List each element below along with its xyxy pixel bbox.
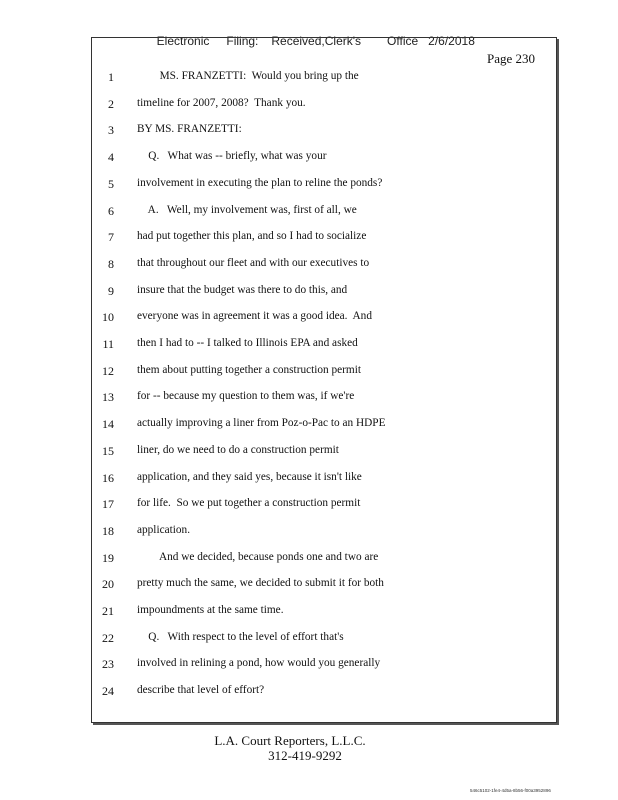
- transcript-line: [0, 684, 618, 711]
- court-reporter-footer: [0, 733, 618, 763]
- document-id: 546c5102-1fe4-4d5a-8b56-f00a3952896: [470, 788, 551, 793]
- transcript-line: [0, 230, 618, 257]
- transcript-line: [0, 551, 618, 578]
- line-text: actually improving a liner from Poz-o-Pac to an HDPE: [137, 417, 386, 430]
- transcript-line: [0, 204, 618, 231]
- page-number: Page 230: [487, 51, 536, 66]
- line-number: 17: [102, 497, 114, 512]
- transcript-line: [0, 524, 618, 551]
- transcript-line: [0, 177, 618, 204]
- line-text: timeline for 2007, 2008? Thank you.: [137, 96, 306, 109]
- transcript-line: [0, 497, 618, 524]
- filing-label-filing: Filing:: [226, 34, 259, 48]
- line-text: insure that the budget was there to do this, and: [137, 283, 348, 296]
- line-text: pretty much the same, we decided to submit it for both: [137, 577, 384, 590]
- line-number: 8: [108, 256, 114, 271]
- transcript-line: [0, 364, 618, 391]
- line-text: A. Well, my involvement was, first of all, we: [137, 203, 357, 216]
- line-number: 12: [102, 363, 114, 378]
- line-text: for life. So we put together a construction permit: [137, 497, 361, 510]
- line-number: 16: [102, 470, 114, 485]
- line-text: everyone was in agreement it was a good idea. And: [137, 310, 372, 323]
- line-text: MS. FRANZETTI: Would you bring up the: [137, 70, 359, 82]
- line-number: 11: [102, 337, 114, 351]
- filing-label-electronic: Electronic: [156, 34, 210, 48]
- transcript-line: [0, 471, 618, 498]
- line-number: 9: [108, 283, 114, 298]
- line-number: 20: [102, 577, 114, 592]
- line-text: And we decided, because ponds one and two are: [137, 550, 379, 563]
- transcript-line: [0, 577, 618, 604]
- line-number: 23: [102, 657, 114, 672]
- line-text: liner, do we need to do a construction permit: [137, 443, 339, 456]
- transcript-line: [0, 284, 618, 311]
- line-text: involved in relining a pond, how would you generally: [137, 657, 381, 670]
- line-text: Q. What was -- briefly, what was your: [137, 150, 327, 163]
- line-number: 3: [108, 123, 114, 138]
- line-number: 24: [102, 684, 114, 699]
- line-text: that throughout our fleet and with our executives to: [137, 256, 370, 269]
- filing-label-office: Office: [387, 34, 419, 48]
- transcript-line: [0, 390, 618, 417]
- line-number: 4: [108, 150, 114, 165]
- line-number: 22: [102, 630, 114, 645]
- transcript-line: [0, 337, 618, 364]
- line-text: involvement in executing the plan to reline the ponds?: [137, 176, 383, 189]
- transcript-line: [0, 310, 618, 337]
- line-number: 5: [108, 176, 114, 191]
- court-reporter-phone: 312-419-9292: [268, 748, 342, 763]
- line-number: 7: [108, 230, 114, 245]
- line-text: then I had to -- I talked to Illinois EPA and asked: [137, 337, 358, 349]
- filing-date: 2/6/2018: [428, 34, 475, 48]
- transcript-line: [0, 657, 618, 684]
- line-text: application.: [137, 523, 191, 536]
- line-text: them about putting together a construction permit: [137, 363, 362, 376]
- line-number: 21: [102, 604, 114, 618]
- line-text: for -- because my question to them was, if we're: [137, 390, 355, 403]
- transcript-line: [0, 123, 618, 150]
- line-number: 15: [102, 443, 114, 458]
- transcript-line: [0, 631, 618, 658]
- line-number: 6: [108, 203, 114, 218]
- court-reporter-name: L.A. Court Reporters, L.L.C.: [214, 733, 366, 748]
- transcript-line: [0, 150, 618, 177]
- line-number: 13: [102, 390, 114, 405]
- transcript-line: [0, 257, 618, 284]
- line-text: had put together this plan, and so I had to socialize: [137, 230, 367, 243]
- line-number: 1: [108, 70, 114, 84]
- filing-label-received: Received,Clerk's: [271, 34, 362, 48]
- transcript-line: [0, 604, 618, 631]
- transcript-line: [0, 70, 618, 97]
- line-text: BY MS. FRANZETTI:: [137, 123, 242, 136]
- line-number: 2: [108, 96, 114, 111]
- line-number: 10: [102, 310, 114, 325]
- line-number: 18: [102, 523, 114, 538]
- transcript-line: [0, 97, 618, 124]
- transcript-line: [0, 444, 618, 471]
- line-text: describe that level of effort?: [137, 684, 265, 697]
- line-text: Q. With respect to the level of effort that's: [137, 630, 344, 643]
- line-text: application, and they said yes, because it isn't like: [137, 470, 362, 483]
- transcript-line: [0, 417, 618, 444]
- line-text: impoundments at the same time.: [137, 604, 284, 616]
- line-number: 14: [102, 417, 114, 432]
- line-number: 19: [102, 550, 114, 565]
